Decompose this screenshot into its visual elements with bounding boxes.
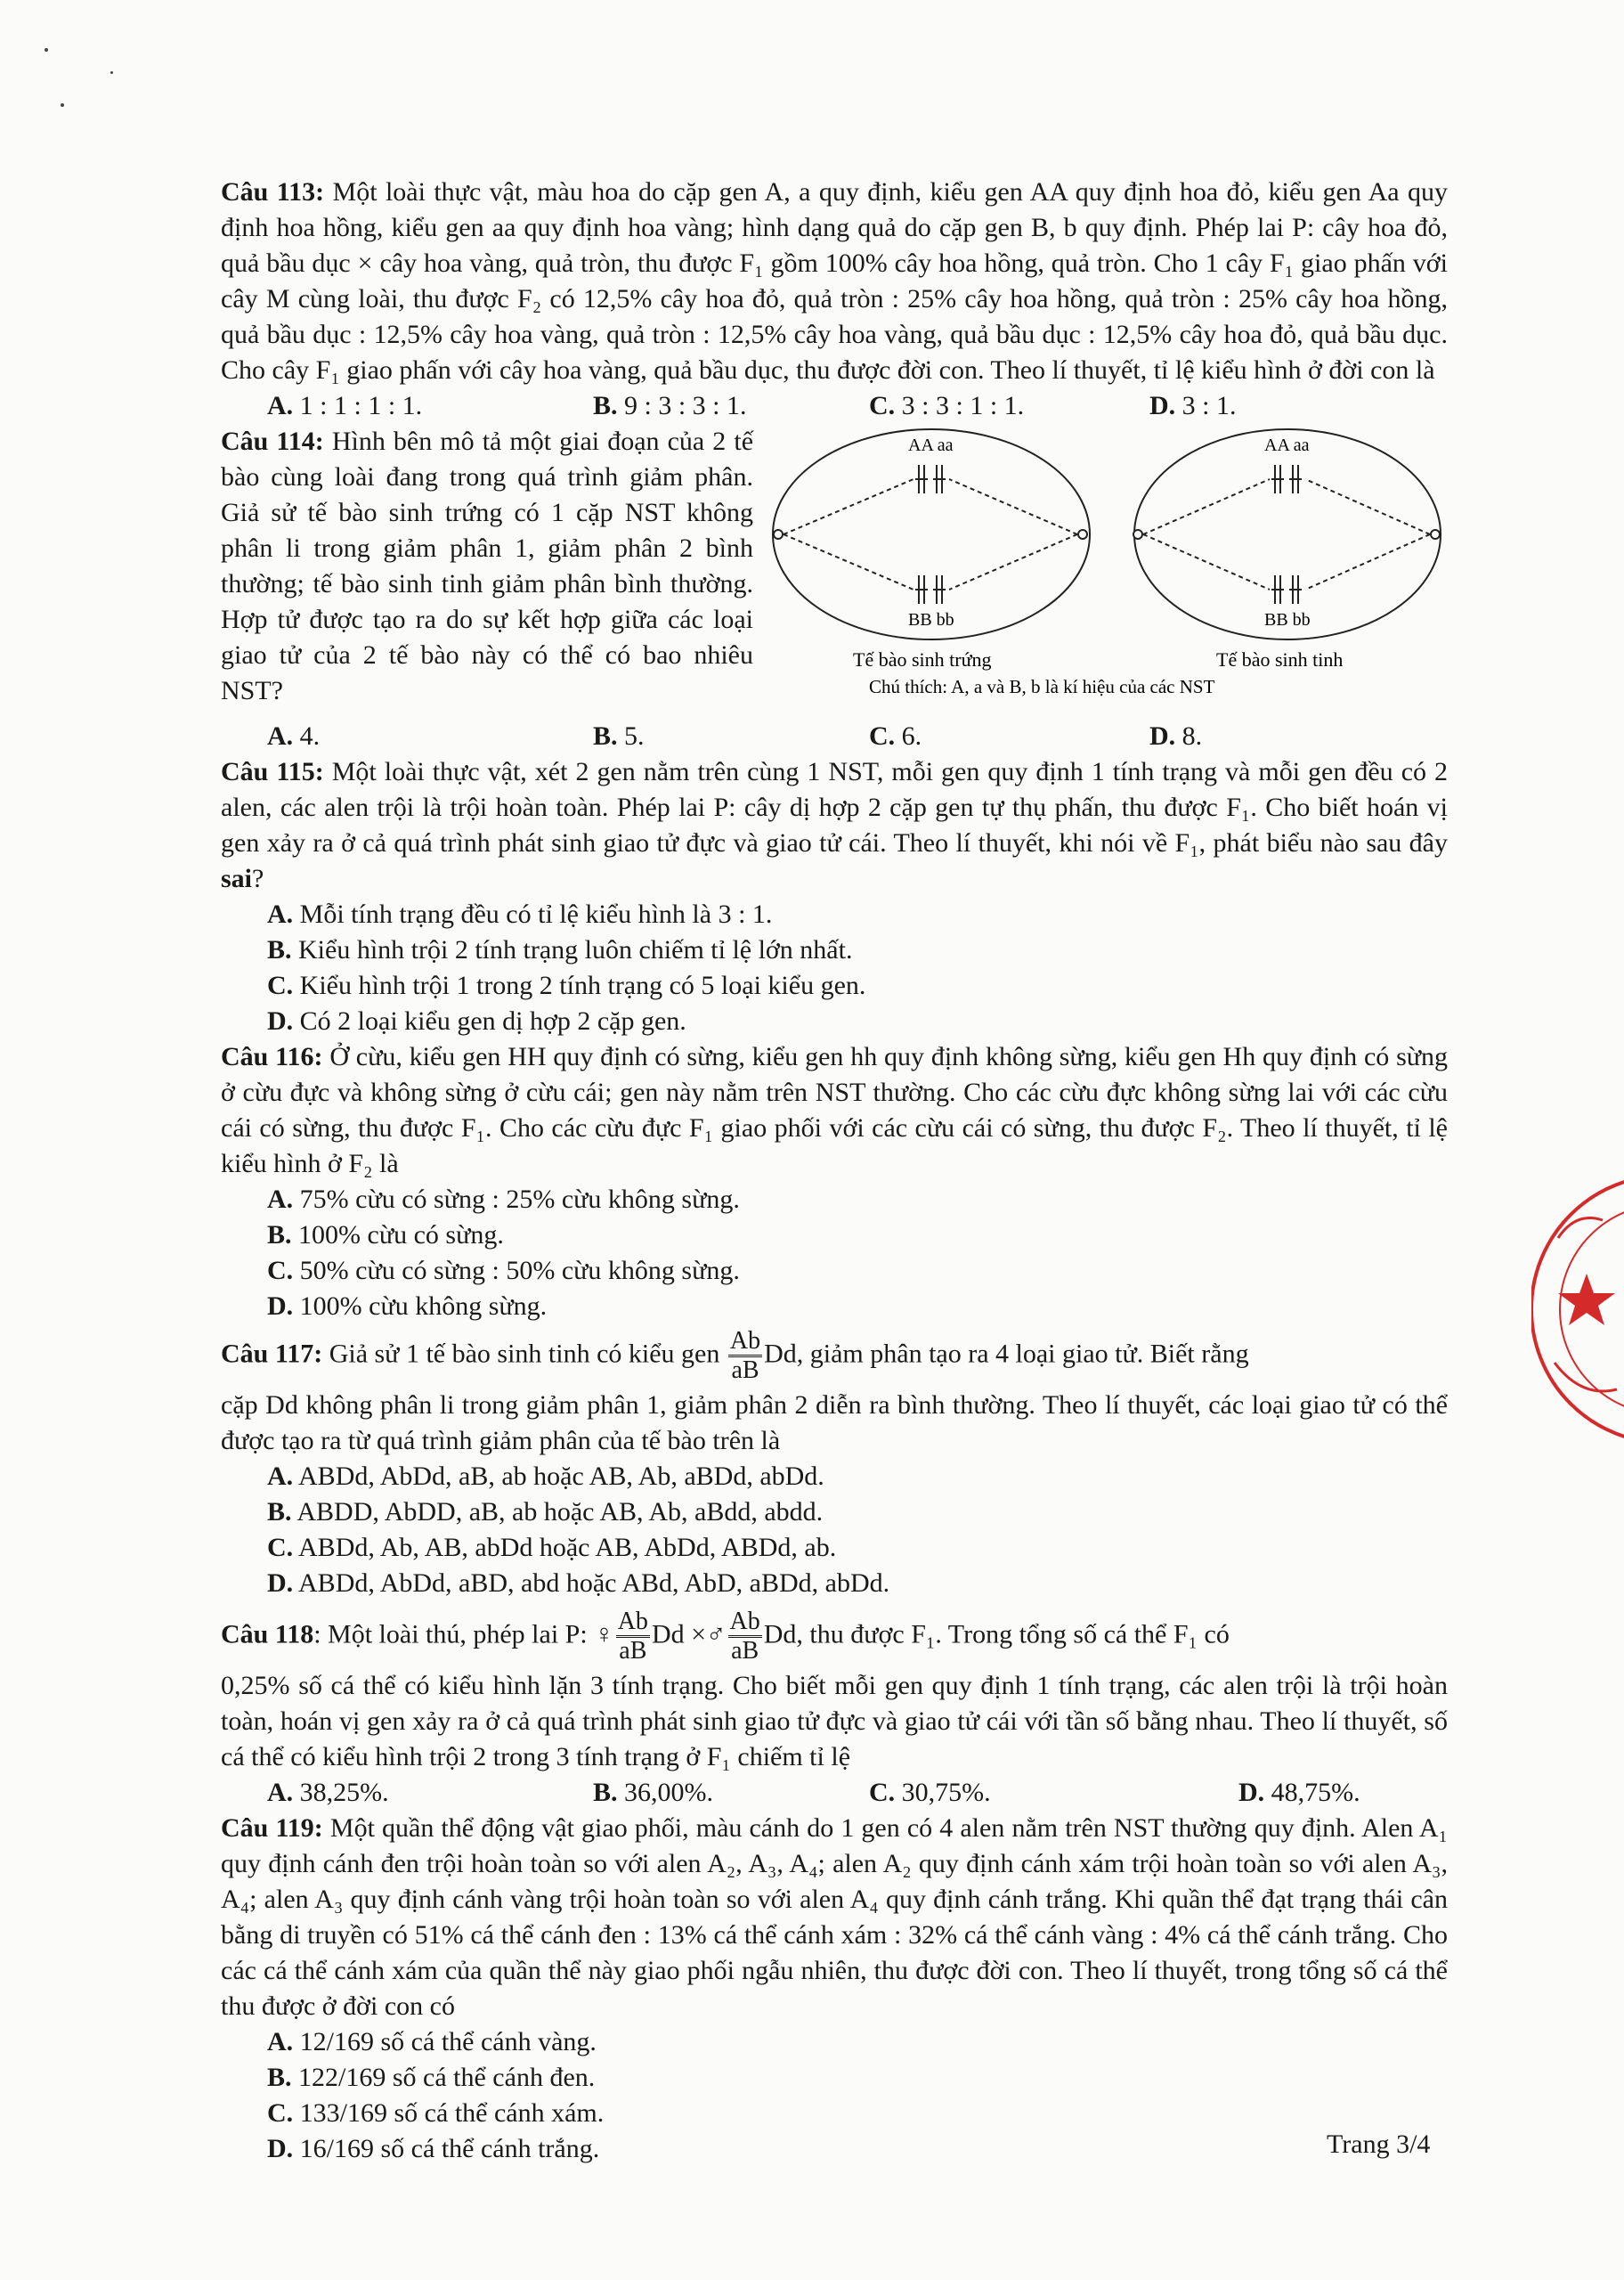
question-text: Một loài thực vật, xét 2 gen nằm trên cùng 1 NST, mỗi gen quy định 1 tính trạng và mỗi gen đều có 2 alen, các alen trội là trội hoàn toàn. Phép lai P: cây dị hợp 2 cặp gen tự thụ phấn, thu được F₁. Cho biết hoán vị gen xảy ra ở cả quá trình phát sinh giao tử đực và giao tử cái. Theo lí thuyết, khi nói về F₁, phát biểu nào sau đây	[221, 757, 1449, 858]
question-label: Câu 114:	[221, 427, 324, 456]
option-d: D. 100% cừu không sừng.	[267, 1291, 548, 1321]
question-114	[221, 424, 1448, 719]
option-a: A. 4.	[267, 721, 321, 751]
genotype-fraction: $\frac{Ab}{aB}$	[617, 1608, 648, 1665]
label-AAaa: AA aa	[908, 436, 954, 455]
options-113	[221, 388, 1448, 424]
label-BBbb: BB bb	[908, 610, 954, 630]
scan-speck	[45, 48, 48, 52]
option-c: C. 30,75%.	[869, 1778, 991, 1807]
question-label: Câu 115:	[221, 757, 324, 786]
option-a: A. 75% cừu có sừng : 25% cừu không sừng.	[267, 1185, 740, 1214]
question-113	[221, 175, 1448, 388]
question-116	[221, 1039, 1448, 1182]
question-117: Câu 117: Giả sử 1 tế bào sinh tinh có kiểu gen $\frac{Ab}{aB}$ Dd, giảm phân tạo ra 4 loại giao tử. Biết rằng	[221, 1327, 1249, 1384]
option-b: B. Kiểu hình trội 2 tính trạng luôn chiếm tỉ lệ lớn nhất.	[267, 935, 853, 965]
question-text: Một quần thể động vật giao phối, màu cánh do 1 gen có 4 alen nằm trên NST thường quy định. Alen A₁ quy định cánh đen trội hoàn toàn so với alen A₂, A₃, A₄; alen A₂ quy định cánh xám trội hoàn toàn so với alen A₃, A₄; alen A₃ quy định cánh vàng trội hoàn toàn so với alen A₄ quy định cánh trắng. Khi quần thể đạt trạng thái cân bằng di truyền có 51% cá thể cánh đen : 13% cá thể cánh xám : 32% cá thể cánh vàng : 4% cá thể cánh trắng. Cho các cá thể cánh xám của quần thể này giao phối ngẫu nhiên, thu được đời con. Theo lí thuyết, trong tổng số cá thể thu được ở đời con có	[221, 1813, 1449, 2021]
option-c: C. 50% cừu có sừng : 50% cừu không sừng.	[267, 1256, 740, 1285]
question-text: Ở cừu, kiểu gen HH quy định có sừng, kiểu gen hh quy định không sừng, kiểu gen Hh quy định có sừng ở cừu đực và không sừng ở cừu cái; gen này nằm trên NST thường. Cho các cừu đực không sừng lai với các cừu cái có sừng, thu được F₁. Cho các cừu đực F₁ giao phối với các cừu cái có sừng, thu được F₂. Theo lí thuyết, tỉ lệ kiểu hình ở F₂ là	[221, 1042, 1449, 1178]
question-119	[221, 1811, 1448, 2024]
option-d: D. ABDd, AbDd, aBD, abd hoặc ABd, AbD, aBDd, abDd.	[267, 1568, 890, 1598]
sperm-cell	[1133, 429, 1441, 639]
options-116	[221, 1182, 1448, 1324]
question-118: Câu 118: Một loài thú, phép lai P: ♀ $\frac{Ab}{aB}$ Dd ×♂ $\frac{Ab}{aB}$ Dd, thu được F₁. Trong tổng số cá thể F₁ có	[221, 1608, 1230, 1665]
options-114	[221, 719, 1448, 754]
option-a: A. 38,25%.	[267, 1778, 389, 1807]
question-label: Câu 119:	[221, 1813, 323, 1843]
label-BBbb: BB bb	[1264, 610, 1311, 630]
option-a: A. 12/169 số cá thể cánh vàng.	[267, 2027, 597, 2056]
label-AAaa: AA aa	[1264, 436, 1310, 455]
figure-note: Chú thích: A, a và B, b là kí hiệu của các NST	[869, 676, 1215, 697]
option-c: C. Kiểu hình trội 1 trong 2 tính trạng có 5 loại kiểu gen.	[267, 971, 866, 1000]
emphasis: sai	[221, 864, 253, 893]
option-c: C. ABDd, Ab, AB, abDd hoặc AB, AbDd, ABDd, ab.	[267, 1533, 837, 1562]
option-d: D. 8.	[1149, 721, 1203, 751]
option-a: A. ABDd, AbDd, aB, ab hoặc AB, Ab, aBDd, abDd.	[267, 1462, 824, 1491]
option-c: C. 6.	[869, 721, 922, 751]
question-115: Câu 115: Một loài thực vật, xét 2 gen nằm trên cùng 1 NST, mỗi gen quy định 1 tính trạng và mỗi gen đều có 2 alen, các alen trội là trội hoàn toàn. Phép lai P: cây dị hợp 2 cặp gen tự thụ phấn, thu được F₁. Cho biết hoán vị gen xảy ra ở cả quá trình phát sinh giao tử đực và giao tử cái. Theo lí thuyết, khi nói về F₁, phát biểu nào sau đây sai?	[221, 757, 1449, 893]
cells-diagram	[753, 424, 1448, 709]
question-text: cặp Dd không phân li trong giảm phân 1, giảm phân 2 diễn ra bình thường. Theo lí thuyết, các loại giao tử có thể được tạo ra từ quá trình giảm phân của tế bào trên là	[221, 1390, 1448, 1455]
option-d: D. Có 2 loại kiểu gen dị hợp 2 cặp gen.	[267, 1006, 686, 1036]
question-text: Một loài thực vật, màu hoa do cặp gen A, a quy định, kiểu gen AA quy định hoa đỏ, kiểu gen Aa quy định hoa hồng, kiểu gen aa quy định hoa vàng; hình dạng quả do cặp gen B, b quy định. Phép lai P: cây hoa đỏ, quả bầu dục × cây hoa vàng, quả tròn, thu được F₁ gồm 100% cây hoa hồng, quả tròn. Cho 1 cây F₁ giao phấn với cây M cùng loài, thu được F₂ có 12,5% cây hoa đỏ, quả tròn : 25% cây hoa hồng, quả tròn : 25% cây hoa hồng, quả bầu dục : 12,5% cây hoa vàng, quả tròn : 12,5% cây hoa vàng, quả bầu dục : 12,5% cây hoa đỏ, quả bầu dục. Cho cây F₁ giao phấn với cây hoa vàng, quả bầu dục, thu được đời con. Theo lí thuyết, tỉ lệ kiểu hình ở đời con là	[221, 177, 1449, 385]
option-c: C. 3 : 3 : 1 : 1.	[869, 391, 1025, 420]
question-label: Câu 118	[221, 1619, 314, 1649]
option-a: A. 1 : 1 : 1 : 1.	[267, 391, 423, 420]
option-b: B. 122/169 số cá thể cánh đen.	[267, 2063, 596, 2092]
question-text: 0,25% số cá thể có kiểu hình lặn 3 tính trạng. Cho biết mỗi gen quy định 1 tính trạng, các alen trội là trội hoàn toàn, hoán vị gen xảy ra ở cả quá trình phát sinh giao tử đực và giao tử cái với tần số bằng nhau. Theo lí thuyết, số cá thể có kiểu hình trội 2 trong 3 tính trạng ở F₁ chiếm tỉ lệ	[221, 1671, 1448, 1771]
option-b: B. 5.	[593, 721, 645, 751]
options-118	[221, 1775, 1448, 1811]
caption-egg-cell: Tế bào sinh trứng	[853, 648, 992, 671]
option-b: B. ABDD, AbDD, aB, ab hoặc AB, Ab, aBdd, abdd.	[267, 1497, 824, 1527]
option-c: C. 133/169 số cá thể cánh xám.	[267, 2098, 605, 2128]
meiosis-figure	[753, 424, 1448, 719]
option-d: D. 48,75%.	[1238, 1778, 1360, 1807]
page-number: Trang 3/4	[1327, 2129, 1431, 2159]
question-label: Câu 117:	[221, 1339, 323, 1369]
exam-page	[221, 175, 1448, 2167]
question-text: Câu 114: Hình bên mô tả một giai đoạn của 2 tế bào cùng loài đang trong quá trình giảm phân. Giả sử tế bào sinh trứng có 1 cặp NST không phân li trong giảm phân 1, giảm phân 2 bình thường; tế bào sinh tinh giảm phân bình thường. Hợp tử được tạo ra do sự kết hợp giữa các loại giao tử của 2 tế bào này có thể có bao nhiêu NST?	[221, 427, 754, 705]
question-label: Câu 113:	[221, 177, 325, 207]
option-b: B. 36,00%.	[593, 1778, 714, 1807]
question-label: Câu 116:	[221, 1042, 323, 1071]
scan-speck	[61, 103, 64, 107]
scan-speck	[110, 71, 113, 74]
option-a: A. Mỗi tính trạng đều có tỉ lệ kiểu hình là 3 : 1.	[267, 900, 773, 929]
genotype-fraction: $\frac{Ab}{aB}$	[729, 1608, 760, 1665]
genotype-fraction: $\frac{Ab}{aB}$	[729, 1327, 761, 1384]
option-d: D. 3 : 1.	[1149, 391, 1237, 420]
options-119	[221, 2024, 1448, 2167]
caption-sperm-cell: Tế bào sinh tinh	[1216, 648, 1344, 671]
red-stamp	[1531, 1158, 1624, 1461]
option-d: D. 16/169 số cá thể cánh trắng.	[267, 2134, 600, 2163]
egg-cell	[773, 429, 1090, 639]
option-b: B. 9 : 3 : 3 : 1.	[593, 391, 747, 420]
option-b: B. 100% cừu có sừng.	[267, 1220, 504, 1250]
